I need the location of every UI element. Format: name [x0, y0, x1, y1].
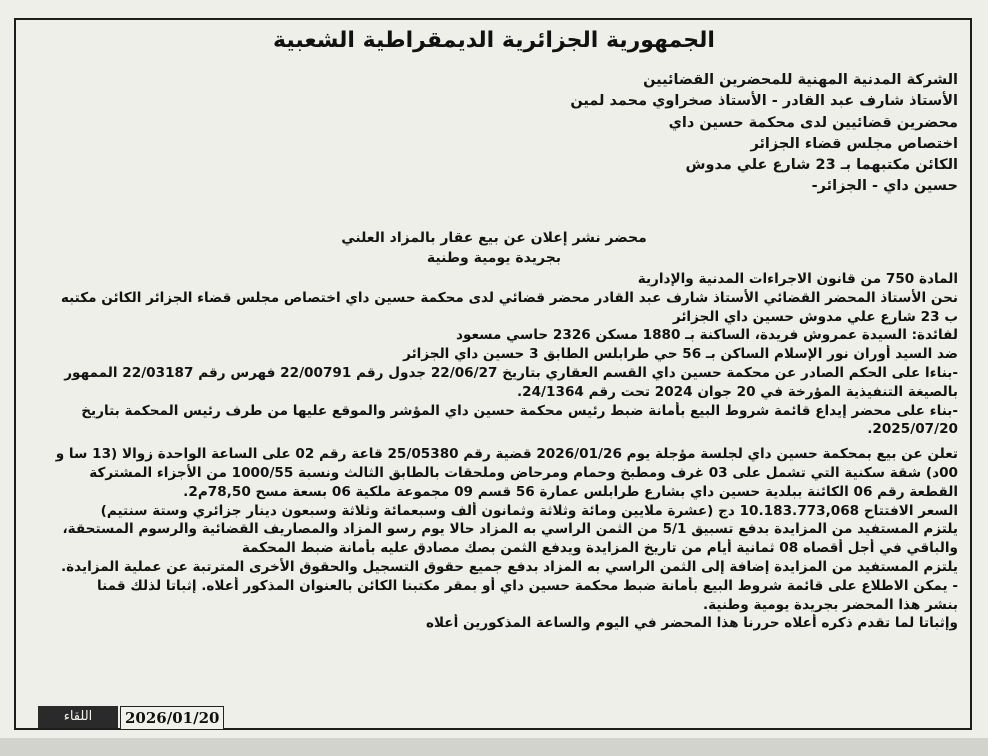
body-line: السعر الافتتاح 10.183.773,068 دج (عشرة ملايين ومائة وثلاثة وثمانون ألف وسبعمائة وثلاثة وسبعون دينار جزائري وستة سنتيم) — [100, 502, 958, 519]
body-line: 2025/07/20. — [867, 421, 958, 438]
body-line: ب 23 شارع علي مدوش حسين داي الجزائر — [672, 308, 958, 325]
body-line: - يمكن الاطلاع على قائمة شروط البيع بأمانة ضبط محكمة حسين داي أو بمقر مكتبنا الكائن بالعنوان المذكور أعلاه. إثباتا لذلك قمنا — [97, 577, 958, 594]
issuer-line: الأستاذ شارف عبد القادر - الأستاذ صخراوي محمد لمين — [570, 93, 958, 110]
body-line: المادة 750 من قانون الاجراءات المدنية والإدارية — [637, 271, 958, 287]
body-line: وإثباتا لما تقدم ذكره أعلاه حررنا هذا المحضر في اليوم والساعة المذكورين أعلاه — [425, 615, 958, 632]
body-line: -بناءا على الحكم الصادر عن محكمة حسين داي القسم العقاري بتاريخ 22/06/27 جدول رقم 22/00791 فهرس رقم 22/03187 الممهور — [64, 364, 958, 381]
page-title: الجمهورية الجزائرية الديمقراطية الشعبية — [273, 28, 715, 53]
body-line: يلتزم المستفيد من المزايدة إضافة إلى الثمن الراسي به المزاد بدفع جميع حقوق التسجيل والحقوق الأخرى المترتبة عن عملية المزايدة. — [60, 558, 958, 575]
subject-line-2: بجريدة يومية وطنية — [426, 250, 562, 266]
subject-heading — [0, 228, 988, 268]
page-bottom-edge — [0, 738, 988, 756]
body-line: يلتزم المستفيد من المزايدة بدفع تسبيق 5/1 من الثمن الراسي به المزاد حالا يوم رسو المزاد والمصاريف القضائية والرسوم المستحقة، — [62, 521, 958, 538]
body-line: 00د) شقة سكنية التي تشمل على 03 غرف ومطبخ وحمام ومرحاض وملحقات بالطابق الثالث ونسبة 1000/55 من الأجزاء المشتركة — [89, 464, 958, 481]
subject-line-1: محضر نشر إعلان عن بيع عقار بالمزاد العلني — [341, 230, 647, 246]
issuer-line: الكائن مكتبهما بـ 23 شارع علي مدوش — [685, 157, 958, 174]
body-line: تعلن عن بيع بمحكمة حسين داي لجلسة مؤجلة يوم 2026/01/26 قضية رقم 25/05380 قاعة رقم 02 على الساعة الواحدة زوالا (13 سا و — [55, 446, 958, 463]
body-line: لفائدة: السيدة عمروش فريدة، الساكنة بـ 1880 مسكن 2326 حاسي مسعود — [455, 327, 958, 344]
body-line: -بناء على محضر إيداع قائمة شروط البيع بأمانة ضبط رئيس محكمة حسين داي المؤشر والموقع عليها من طرف رئيس المحكمة بتاريخ — [81, 402, 958, 419]
body-line: ضد السيد أوران نور الإسلام الساكن بـ 56 حي طرابلس الطابق 3 حسين داي الجزائر — [403, 346, 958, 363]
issuer-block — [258, 70, 958, 198]
body-line: بنشر هذا المحضر بجريدة يومية وطنية. — [702, 596, 958, 613]
body-line: القطعة رقم 06 الكائنة ببلدية حسين داي بشارع طرابلس عمارة 56 قسم 09 مجموعة ملكية 06 بسعة مسح 78,50م2. — [183, 483, 958, 500]
announcement-body — [28, 270, 958, 633]
body-line: والباقي في أجل أقصاه 08 ثمانية أيام من تاريخ المزايدة ويدفع الثمن بصك مصادق عليه بأمانة ضبط المحكمة — [241, 540, 958, 557]
issuer-line: حسين داي - الجزائر- — [811, 178, 958, 195]
issuer-line: الشركة المدنية المهنية للمحضرين القضائيين — [643, 72, 958, 88]
body-line: بالصيغة التنفيذية المؤرخة في 20 جوان 2024 تحت رقم 24/1364. — [516, 383, 958, 400]
issuer-line: اختصاص مجلس قضاء الجزائر — [750, 135, 958, 152]
body-line: نحن الأستاذ المحضر القضائي الأستاذ شارف عبد القادر محضر قضائي لدى محكمة حسين داي اختصاص مجلس قضاء الجزائر الكائن مكتبه — [60, 289, 958, 306]
newspaper-name: اللقاء — [38, 706, 118, 728]
publication-date: 2026/01/20 — [120, 706, 224, 730]
issuer-line: محضرين قضائيين لدى محكمة حسين داي — [668, 114, 958, 131]
